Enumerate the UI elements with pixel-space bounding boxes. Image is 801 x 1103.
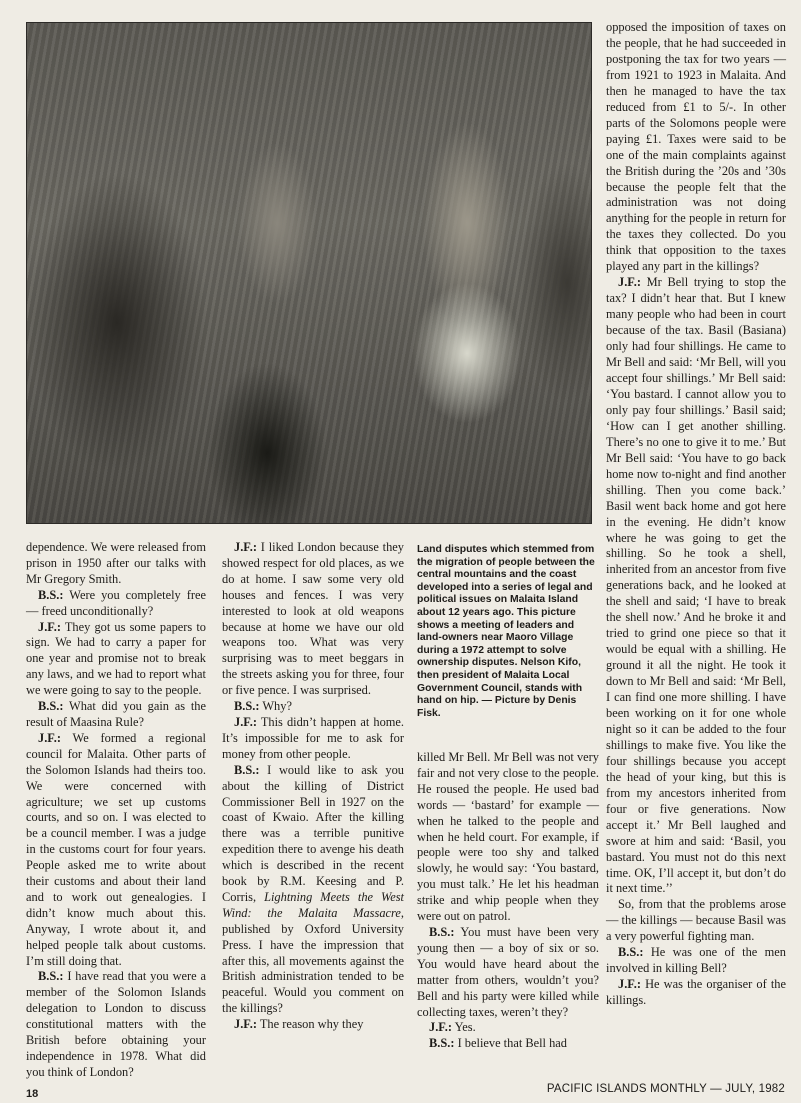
paragraph-text: This didn’t happen at home. It’s impossible for me to ask for money from other people. (222, 714, 404, 761)
speaker-label: J.F.: (234, 714, 257, 729)
paragraph (222, 540, 404, 699)
paragraph-text: I would like to ask you about the killing of District Commissioner Bell in 1927 on the coast of Kwaio. After the killing there was a terrible punitive expedition there to avenge his death which is described in the recent book by R.M. Keesing and P. Corris, (222, 762, 404, 904)
paragraph (417, 925, 599, 1020)
speaker-label: J.F.: (618, 275, 641, 290)
text-column-right-top (606, 20, 786, 1009)
speaker-label: J.F.: (38, 730, 61, 745)
paragraph-text: Why? (259, 699, 292, 714)
page-number: 18 (26, 1088, 39, 1100)
speaker-label: J.F.: (38, 619, 61, 634)
photo-forest-meeting (26, 22, 592, 524)
paragraph (26, 731, 206, 970)
paragraph-text: Yes. (451, 1020, 476, 1035)
speaker-label: B.S.: (429, 924, 455, 939)
speaker-label: B.S.: (234, 699, 260, 714)
paragraph-text: Were you completely free — freed unconditionally? (26, 587, 206, 618)
speaker-label: J.F.: (429, 1020, 452, 1035)
paragraph-text: Mr Bell trying to stop the tax? I didn’t hear that. But I knew many people who had been in court because of the tax. Basil (Basiana) only had four shillings. He came to Mr Bell and said: ‘Mr Bell, will you accept four shillings.’ Mr Bell said: ‘You bastard. I cannot allow you to only pay four shillings.’ Basil said; ‘How can I get another shilling. There’s no one to give it to me.’ But Mr Bell said: ‘You have to go back home now to-night and find another shilling. Then you come back.’ Basil went back home and got here in the evening. He didn’t know where he was going to get the shilling. So he took a shell, inherited from an ancestor from five generations back, and he looked at the shell and said; ‘I have to break the shell now.’ And he broke it and tried to grind one piece so that it would be equal with a shilling. He ground it all the night. He took it down to Mr Bell and said: ‘Mr Bell, I can find one more shilling. I have been working on it for one whole night so it can be added to the four shillings to make five. You like the four shillings because you accept the head of your king, but this is from my ancestors inherited from four or five generations. Now accept it.’ Mr Bell laughed and swore at him and said: ‘Basil, you bastard. You must not do this next time. OK, I’ll accept it, but don’t do it next time.’’ (606, 275, 786, 896)
paragraph-text: I believe that Bell had (454, 1036, 567, 1051)
paragraph (222, 1017, 404, 1033)
paragraph (606, 275, 786, 897)
text-column-1 (26, 540, 206, 1081)
publication-footer: PACIFIC ISLANDS MONTHLY — JULY, 1982 (546, 1083, 785, 1095)
paragraph (26, 588, 206, 620)
text-column-2 (222, 540, 404, 1033)
paragraph (26, 699, 206, 731)
paragraph (606, 977, 786, 1009)
paragraph-text: , published by Oxford University Press. I have the impression that after this, all movements against the British administration tended to be peaceful. Would you comment on the killings? (222, 905, 404, 1016)
paragraph (417, 1036, 599, 1052)
paragraph-text: I liked London because they showed respect for old places, as we do at home. I saw some very old houses and fences. I was very interested to look at old weapons because at home we have our old weapons too. What was very surprising was to meet beggars in the streets asking you for three, four or five pence. I was surprised. (222, 540, 404, 698)
paragraph-text: He was one of the men involved in killing Bell? (606, 945, 786, 976)
speaker-label: B.S.: (38, 587, 64, 602)
paragraph (222, 715, 404, 763)
paragraph-text: You must have been very young then — a boy of six or so. You would have heard about the matter from others, wouldn’t you? Bell and his party were killed while collecting taxes, weren’t they? (417, 924, 599, 1019)
paragraph (26, 620, 206, 700)
paragraph (26, 969, 206, 1080)
photo-caption: Land disputes which stemmed from the migration of people between the central mountains and the coast developed into a series of legal and political issues on Malaita Island about 12 years ago. This picture shows a meeting of leaders and land-owners near Maoro Village during a 1972 attempt to solve ownership disputes. Nelson Kifo, then president of Malaita Local Government Council, stands with hand on hip. — Picture by Denis Fisk. (417, 544, 595, 719)
paragraph (26, 540, 206, 588)
paragraph (606, 897, 786, 945)
paragraph-text: opposed the imposition of taxes on the people, that he had succeeded in postponing the tax for two years — from 1921 to 1923 in Malaita. And then he managed to have the tax reduced from £1 to 5/-. In other parts of the Solomons people were paying £1. Taxes were said to be one of the main complaints against the British during the ’20s and ’30s because the people felt that the administration was not doing anything for the people in return for the taxes they collected. Do you think that opposition to the taxes played any part in the killings? (606, 20, 786, 274)
paragraph-text: They got us some papers to sign. We had to carry a paper for one year and promise not to break any laws, and we had to report what we were going to say to the people. (26, 619, 206, 698)
paragraph-text: killed Mr Bell. Mr Bell was not very fair and not very close to the people. He roused the people. He used bad words — ‘bastard’ for example — when he talked to the people and when he held court. For example, if people were too shy and talked slowly, he would say: ‘You bastard, you must talk.’ He let his headman strike and whip people when they were out on patrol. (417, 750, 599, 924)
speaker-label: B.S.: (38, 699, 64, 714)
text-column-3 (417, 750, 599, 1052)
paragraph-text: So, from that the problems arose — the killings — because Basil was a very powerful fighting man. (606, 897, 786, 944)
speaker-label: J.F.: (234, 1017, 257, 1032)
speaker-label: B.S.: (38, 969, 64, 984)
paragraph (417, 750, 599, 925)
speaker-label: J.F.: (234, 540, 257, 554)
speaker-label: J.F.: (618, 977, 641, 992)
paragraph-text: What did you gain as the result of Maasina Rule? (26, 699, 206, 729)
paragraph (606, 945, 786, 977)
paragraph (606, 20, 786, 275)
speaker-label: B.S.: (234, 762, 260, 777)
paragraph (222, 763, 404, 1018)
paragraph-text: dependence. We were released from prison in 1950 after our talks with Mr Gregory Smith. (26, 540, 206, 586)
speaker-label: B.S.: (429, 1036, 455, 1051)
paragraph-text: The reason why they (256, 1017, 364, 1032)
paragraph (417, 1020, 599, 1036)
paragraph-text: I have read that you were a member of the Solomon Islands delegation to London to discuss constitutional matters with the British before obtaining your independence in 1978. What did you think of London? (26, 969, 206, 1079)
book-title: Lightning Meets the West Wind: the Malaita Massacre (222, 889, 404, 920)
paragraph-text: He was the organiser of the killings. (606, 977, 786, 1008)
paragraph-text: We formed a regional council for Malaita. Other parts of the Solomon Islands had theirs too. We were concerned with agriculture; we set up customs courts, and so on. I was elected to be a council member. I was a judge in the customs court for four years. People asked me to write about their customs and about their land and to work out genealogies. I didn’t know much about this. Anyway, I wrote about it, and helped people talk about customs. I’m still doing that. (26, 730, 206, 968)
paragraph (222, 699, 404, 715)
speaker-label: B.S.: (618, 945, 644, 960)
